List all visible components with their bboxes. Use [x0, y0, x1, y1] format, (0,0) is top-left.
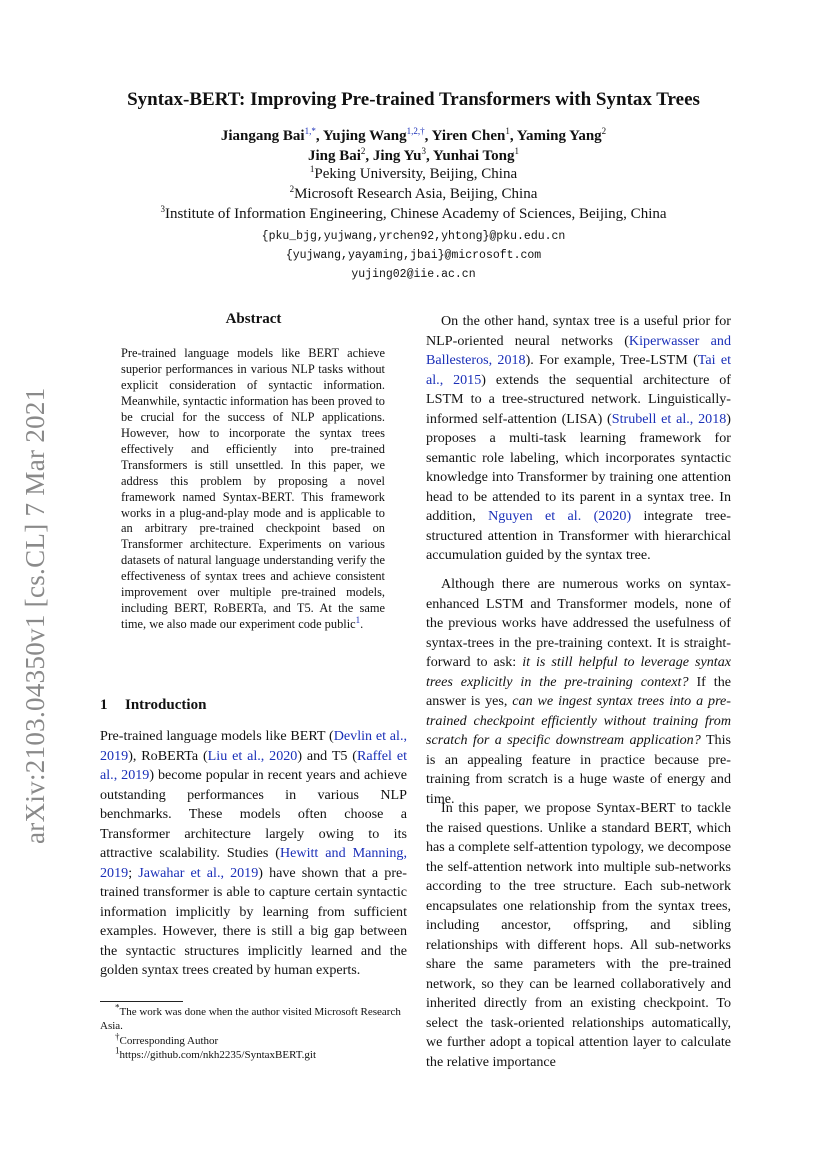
- emphasis-text: can we ingest syntax trees into a pre-trained checkpoint efficiently without training from scratch for a specific downstream application?: [426, 693, 731, 748]
- text-run: On the other hand, syntax tree is a useful prior for NLP-oriented neural networks (: [426, 313, 731, 349]
- text-run: ) become popular in recent years and achieve outstanding performances in various NLP benchmarks. These models often choose a Transformer architecture largely owing to its attractive scalability. Studies (: [100, 767, 408, 861]
- citation-link[interactable]: Nguyen et al. (2020): [488, 508, 632, 524]
- right-paragraph-3: In this paper, we propose Syntax-BERT to tackle the raised questions. Unlike a standard BERT, which has a complete self-attention typology, we decompose the self-attention network into multiple sub-networks according to the tree structure. Each sub-network encapsulates one relationship from the syntax trees, including ancestor, offspring, and sibling relationships with different hops. All sub-networks share the same parameters with the pre-trained network, so they can be learned collaboratively and inherited directly from an existing checkpoint. To select the task-oriented relationships automatically, we further adopt a topical attention layer to calculate the relative importance: [426, 800, 731, 1070]
- citation-link[interactable]: Liu et al., 2020: [207, 747, 298, 764]
- author-sup: 1: [514, 146, 519, 156]
- intro-paragraph: [100, 727, 407, 981]
- email-line-2: {yujwang,yayaming,jbai}@microsoft.com: [285, 249, 542, 262]
- author-line-1: Jiangang Bai$^{1,*}$, Yujing Wang$^{1,2,\dagger}$, Yiren Chen$^1$, Yaming Yang$^2$: [220, 126, 607, 144]
- citation-link[interactable]: Hewitt and Manning, 2019: [100, 845, 407, 881]
- affiliation-text: Microsoft Research Asia, Beijing, China: [294, 186, 538, 202]
- text-run: ). For example, Tree-LSTM (: [525, 352, 698, 368]
- citation-link[interactable]: Strubell et al., 2018: [611, 410, 727, 427]
- footnote-3: [100, 1045, 422, 1062]
- text-run: ) and T5 (: [297, 747, 358, 764]
- section-heading-introduction: [100, 697, 206, 714]
- author-name: Yujing Wang: [322, 128, 407, 144]
- footnote-mark: 1: [115, 1045, 120, 1056]
- text-run: ), RoBERTa (: [128, 747, 208, 764]
- text-run: ) proposes a multi-task learning framework for semantic role labeling, which incorporates syntactic knowledge into Transformer by training one attention head to be attended to its parent in a syntax tree. In addition,: [426, 410, 731, 524]
- author-line-2: Jing Bai$^2$, Jing Yu$^3$, Yunhai Tong$^1$: [307, 146, 519, 164]
- text-run: This is an appealing feature in practice because pre-training from scratch is a huge waste of energy and time.: [426, 732, 732, 807]
- footnote-url[interactable]: https://github.com/nkh2235/SyntaxBERT.git: [119, 1049, 317, 1061]
- citation-link[interactable]: Tai et al., 2015: [426, 352, 731, 388]
- email-line-1: {pku_bjg,yujwang,yrchen92,yhtong}@pku.edu.cn: [261, 230, 566, 243]
- footnote-1: [100, 1002, 407, 1033]
- affiliation-1: [0, 166, 827, 183]
- author-sup[interactable]: 1,2,†: [406, 126, 425, 136]
- author-sup: 1: [505, 126, 510, 136]
- affiliation-2: [0, 186, 827, 203]
- text-run: If the answer is yes,: [426, 673, 731, 709]
- citation-link[interactable]: Raffel et al., 2019: [100, 747, 407, 783]
- abstract-body: [121, 346, 385, 633]
- author-sup: 3: [421, 146, 426, 156]
- text-run: ) extends the sequential architecture of LSTM to a tree-structured network. Linguistically-informed self-attention (LISA) (: [426, 371, 731, 427]
- right-paragraph-1: [426, 312, 731, 566]
- abstract-heading: Abstract: [225, 311, 282, 327]
- footnote-text: The work was done when the author visited Microsoft Research Asia.: [100, 1006, 401, 1032]
- section-title: Introduction: [125, 697, 207, 713]
- citation-link[interactable]: Devlin et al., 2019: [100, 728, 407, 764]
- footnote-link[interactable]: 1: [355, 615, 361, 626]
- affiliation-text: Peking University, Beijing, China: [314, 166, 518, 182]
- author-name: Yunhai Tong: [432, 148, 515, 164]
- footnote-divider: [100, 1001, 183, 1002]
- affiliation-sup: 2: [289, 184, 295, 194]
- footnote-mark: *: [115, 1002, 120, 1013]
- citation-link[interactable]: Jawahar et al., 2019: [138, 864, 259, 881]
- author-name: Jiangang Bai: [220, 128, 305, 144]
- author-name: Jing Bai: [307, 148, 361, 164]
- footnote-2: [100, 1031, 422, 1048]
- text-run: ) have shown that a pre-trained transformer is able to capture certain syntactic information implicitly by learning from sufficient examples. However, there is still a big gap between the syntactic structures implicitly learned and the golden syntax trees created by human experts.: [100, 864, 407, 978]
- paper-title: Syntax-BERT: Improving Pre-trained Transformers with Syntax Trees: [127, 89, 700, 110]
- text-run: Although there are numerous works on syntax-enhanced LSTM and Transformer models, none of the previous works have addressed the usefulness of syntax-trees in the pre-training context. It is straight-forward to ask:: [426, 576, 731, 670]
- author-name: Yiren Chen: [431, 128, 506, 144]
- footnote-mark: †: [115, 1031, 120, 1042]
- text-run: Pre-trained language models like BERT (: [100, 728, 334, 744]
- arxiv-stamp: arXiv:2103.04350v1 [cs.CL] 7 Mar 2021: [20, 387, 50, 844]
- email-line-3: yujing02@iie.ac.cn: [351, 268, 476, 281]
- text-run: integrate tree-structured attention in Transformer with hierarchical accumulation guided by the syntax tree.: [426, 508, 731, 563]
- author-sup: 2: [360, 146, 366, 156]
- affiliation-text: Institute of Information Engineering, Chinese Academy of Sciences, Beijing, China: [164, 206, 667, 222]
- emphasis-text: it is still helpful to leverage syntax trees explicitly in the pre-training context?: [426, 654, 732, 690]
- affiliation-sup: 1: [309, 164, 315, 174]
- section-number: 1: [100, 697, 108, 713]
- text-run: ;: [128, 864, 139, 881]
- author-name: Jing Yu: [372, 148, 422, 164]
- footnote-text: Corresponding Author: [119, 1035, 219, 1047]
- affiliation-3: [0, 206, 827, 223]
- citation-link[interactable]: Kiperwasser and Ballesteros, 2018: [426, 332, 731, 368]
- author-name: Yaming Yang: [516, 128, 602, 144]
- abstract-end: .: [360, 617, 364, 632]
- abstract-text: Pre-trained language models like BERT achieve superior performances in various NLP tasks without explicit consideration of syntactic information. Meanwhile, syntactic information has been proved to be crucial for the success of NLP applications. However, how to incorporate the syntax trees effectively and efficiently into pre-trained Transformers is still unsettled. In this paper, we address this problem by proposing a novel framework named Syntax-BERT. This framework works in a plug-and-play mode and is applicable to an arbitrary pre-trained checkpoint based on Transformer architecture. Experiments on various datasets of natural language understanding verify the effectiveness of syntax trees and achieve consistent improvement over multiple pre-trained models, including BERT, RoBERTa, and T5. At the same time, we also made our experiment code public: [121, 346, 385, 632]
- author-sup[interactable]: 1,*: [304, 126, 316, 136]
- affiliation-sup: 3: [160, 204, 165, 214]
- author-sup: 2: [601, 126, 607, 136]
- right-paragraph-2: [426, 575, 731, 809]
